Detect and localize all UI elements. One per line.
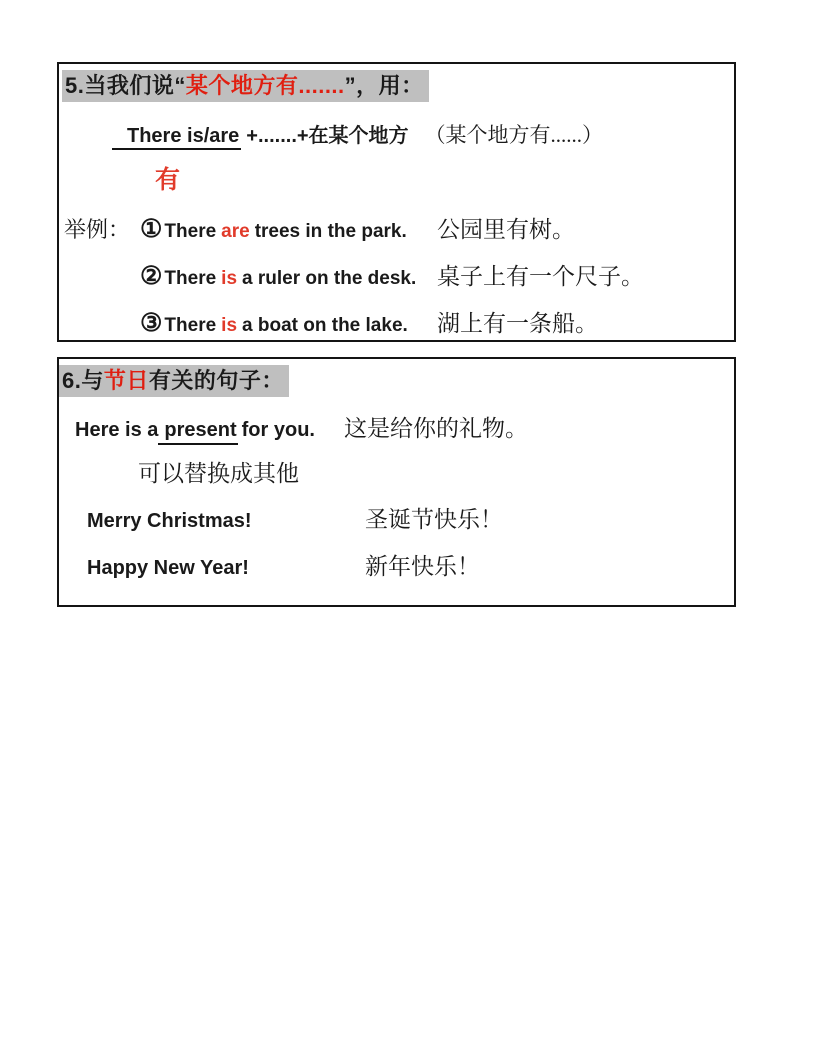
- example-row: [59, 307, 734, 342]
- circled-number: ③: [140, 309, 163, 337]
- sentence-pre: There: [164, 268, 217, 289]
- formula-rest: +.......+在某个地方: [246, 125, 409, 147]
- english-sentence: [140, 213, 437, 248]
- section-5-title-highlight: [62, 70, 429, 102]
- english-sentence: [140, 307, 437, 342]
- example-row: [59, 260, 734, 295]
- red-verb: is: [221, 268, 238, 289]
- sentence-post: a boat on the lake.: [242, 315, 408, 336]
- english-sentence: [140, 260, 437, 295]
- formula-line: [59, 120, 734, 151]
- substitution-note: 可以替换成其他: [138, 461, 299, 486]
- chinese-translation: 公园里有树。: [437, 217, 575, 242]
- section-6-number: 6.: [62, 368, 82, 393]
- red-verb: are: [221, 221, 250, 242]
- section-6-title: [59, 365, 734, 398]
- greeting-row: [59, 505, 734, 536]
- sentence-pre: There: [164, 315, 217, 336]
- you-label-red: 有: [155, 167, 181, 194]
- circled-number: ②: [140, 262, 163, 290]
- sentence-post: for you.: [241, 419, 315, 441]
- english-greeting: Happy New Year!: [87, 557, 249, 579]
- section-6-card: [57, 357, 736, 607]
- chinese-translation: 桌子上有一个尺子。: [437, 264, 644, 289]
- sentence-pre: Here is a: [75, 419, 159, 441]
- chinese-translation: 圣诞节快乐！: [365, 507, 503, 532]
- examples-block: [59, 213, 734, 342]
- section-5-title: [62, 70, 734, 103]
- section-6-title-highlight: [59, 365, 289, 397]
- underlined-phrase: There is/are: [112, 125, 241, 150]
- sentence-post: a ruler on the desk.: [242, 268, 417, 289]
- chinese-translation: 这是给你的礼物。: [344, 416, 528, 441]
- red-verb: is: [221, 315, 238, 336]
- section-5-number: 5.: [65, 73, 85, 98]
- formula-paren-note: （某个地方有......）: [424, 123, 604, 147]
- sentence-pre: There: [164, 221, 217, 242]
- section-5-card: [57, 62, 736, 342]
- example-row: [59, 213, 734, 248]
- section-6-title-part1: 与: [81, 368, 104, 393]
- section-5-title-part1: 当我们说“: [84, 73, 186, 98]
- greeting-row: [59, 552, 734, 583]
- sentence-post: trees in the park.: [254, 221, 407, 242]
- circled-number: ①: [140, 215, 163, 243]
- examples-label: 举例：: [64, 217, 131, 242]
- section-6-title-part2: 有关的句子：: [148, 368, 284, 393]
- present-sentence-row: [59, 414, 734, 445]
- section-6-title-red: 节日: [103, 368, 149, 393]
- section-5-title-red: 某个地方有.......: [185, 73, 345, 98]
- chinese-translation: 湖上有一条船。: [437, 311, 598, 336]
- section-5-title-part2: ”，用：: [344, 73, 424, 98]
- underlined-word: present: [158, 419, 237, 445]
- english-sentence: [59, 415, 344, 445]
- english-greeting: Merry Christmas!: [87, 510, 252, 532]
- chinese-translation: 新年快乐！: [365, 554, 480, 579]
